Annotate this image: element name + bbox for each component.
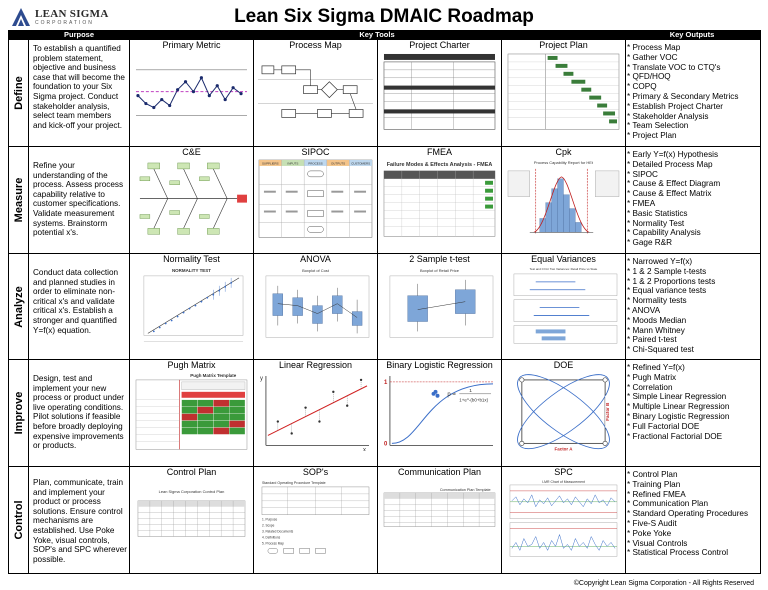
tool-name: FMEA [426,147,452,157]
tool-sops [254,467,378,573]
tool-spc [502,467,626,573]
purpose-improve: Design, test and implement your new process or product under live operating conditions. Pilot solutions if feasible before broadly deploying expensive improvements or products. [30,360,130,466]
control-plan-thumbnail [134,479,249,558]
eqvar-thumb-title: Test and CI for Two Variances: Retail Price vs State [529,266,598,271]
tool-anova [254,254,378,359]
output-item: * Statistical Process Control [627,548,758,558]
output-item: * Pugh Matrix [627,373,758,383]
output-item: * Full Factorial DOE [627,422,758,432]
output-item: * Poke Yoke [627,529,758,539]
normality-plot-thumbnail [134,266,249,345]
tool-name: Binary Logistic Regression [386,360,493,370]
cplan-thumb-title: Lean Sigma Corporation Control Plan [158,488,225,494]
tool-name: SIPOC [301,147,330,157]
output-item: * Refined Y=f(x) [627,363,758,373]
output-item: * Cause & Effect Diagram [627,179,758,189]
header-purpose: Purpose [63,30,94,39]
tool-primary-metric [130,40,254,146]
tool-doe [502,360,626,466]
tool-project-plan [502,40,626,146]
output-item: * Multiple Linear Regression [627,402,758,412]
output-item: * Team Selection [627,121,758,131]
cpk-thumb-title: Process Capability Report for HEt [533,159,594,165]
tool-name: C&E [182,147,201,157]
tool-name: Linear Regression [278,360,353,370]
output-item: * Binary Logistic Regression [627,412,758,422]
output-item: * Communication Plan [627,499,758,509]
sipoc-col-suppliers: SUPPLIERS [261,161,279,166]
tool-binary-logistic-regression [378,360,502,466]
outputs-control [624,467,760,573]
sipoc-thumbnail [258,159,373,238]
spc-thumb-title: I-MR Chart of Measurement [542,479,585,484]
output-item: * Establish Project Charter [627,102,758,112]
tool-name: Equal Variances [531,254,596,264]
capability-histogram-thumbnail [506,159,621,238]
tool-name: 2 Sample t-test [409,254,470,264]
tool-project-charter [378,40,502,146]
output-item: * Process Map [627,43,758,53]
output-item: * Early Y=f(x) Hypothesis [627,150,758,160]
logistic-curve-thumbnail [382,372,497,451]
output-item: * Visual Controls [627,539,758,549]
phase-row-improve [8,360,761,467]
phase-label-measure: Measure [9,147,29,253]
phase-row-analyze [8,254,761,360]
project-charter-thumbnail [382,52,497,131]
tool-normality-test [130,254,254,359]
equal-variances-thumbnail [506,266,621,345]
output-item: * Normality tests [627,296,758,306]
t-test-boxplot-thumbnail [382,266,497,345]
sop-thumb-title: Standard Operating Procedure Template [261,480,326,485]
output-item: * Moods Median [627,316,758,326]
tool-linear-regression [254,360,378,466]
output-item: * ANOVA [627,306,758,316]
purpose-control: Plan, communicate, train and implement your product or process solutions. Ensure control mechanisms are established. Use Poke Yoke, visual controls, SOP's and SPC wherever possible. [30,467,130,573]
outputs-analyze [624,254,760,359]
tool-name: SOP's [302,467,329,477]
outputs-define [624,40,760,146]
outputs-measure [624,147,760,253]
phase-row-define [8,40,761,147]
output-item: * Normality Test [627,219,758,229]
svg-text:0: 0 [383,441,388,448]
svg-text:p =: p = [447,391,456,398]
svg-text:y: y [259,375,263,382]
anova-thumb-title: Boxplot of Cost [302,267,329,273]
sipoc-col-outputs: OUTPUTS [330,161,346,166]
purpose-measure: Refine your understanding of the process. Assess process capability relative to customer specifications. Validate measurement systems. Brainstorm potential x's. [30,147,130,253]
svg-text:1: 1 [383,379,388,386]
tool-name: Process Map [289,40,342,50]
phase-label-improve: Improve [9,360,29,466]
output-item: * 1 & 2 Proportions tests [627,277,758,287]
column-header-bar [8,30,761,40]
output-item: * Refined FMEA [627,490,758,500]
sop-item-scope: 2. Scope [261,523,275,528]
output-item: * Five-S Audit [627,519,758,529]
output-item: * Mann Whitney [627,326,758,336]
tool-name: Control Plan [166,467,217,477]
output-item: * Stakeholder Analysis [627,112,758,122]
tool-equal-variances [502,254,626,359]
sipoc-col-process: PROCESS [308,161,323,166]
tool-process-map [254,40,378,146]
output-item: * Detailed Process Map [627,160,758,170]
output-item: * Control Plan [627,470,758,480]
pugh-thumb-title: Pugh Matrix Template [190,372,237,378]
svg-text:x: x [363,447,367,452]
output-item: * Capability Analysis [627,228,758,238]
communication-plan-thumbnail [382,479,497,558]
header-key-outputs: Key Outputs [669,30,715,39]
output-item: * Standard Operating Procedures [627,509,758,519]
fmea-thumbnail [382,159,497,238]
sop-thumbnail [258,479,373,558]
output-item: * Chi-Squared test [627,345,758,355]
svg-text:1: 1 [469,388,472,394]
comm-thumb-title: Communication Plan Template [439,487,491,492]
sop-item-purpose: 1. Purpose [261,517,278,522]
output-item: * Gage R&R [627,238,758,248]
spc-chart-thumbnail [506,479,621,558]
tool-name: Pugh Matrix [167,360,216,370]
tool-name: DOE [553,360,574,370]
output-item: * Equal variance tests [627,286,758,296]
output-item: * Gather VOC [627,53,758,63]
output-item: * Narrowed Y=f(x) [627,257,758,267]
phase-row-measure [8,147,761,254]
tool-name: Communication Plan [397,467,482,477]
output-item: * Simple Linear Regression [627,392,758,402]
tool-c-and-e [130,147,254,253]
project-plan-thumbnail [506,52,621,131]
phase-row-control [8,467,761,574]
output-item: * Project Plan [627,131,758,141]
doe-factor-a: Factor A [554,446,573,452]
output-item: * COPQ [627,82,758,92]
normality-thumb-title: NORMALITY TEST [171,267,211,273]
doe-design-thumbnail [506,372,621,451]
output-item: * FMEA [627,199,758,209]
process-map-thumbnail [258,52,373,131]
doe-factor-b: Factor B [605,402,611,421]
tool-control-plan [130,467,254,573]
page-title: Lean Six Sigma DMAIC Roadmap [234,6,534,27]
tool-name: ANOVA [300,254,331,264]
purpose-analyze: Conduct data collection and planned studies in order to eliminate non-critical x's and validate critical x's. Establish a stronger and quantified Y=f(x) equation. [30,254,130,359]
output-item: * Correlation [627,383,758,393]
output-item: * Cause & Effect Matrix [627,189,758,199]
tool-cpk [502,147,626,253]
tool-fmea [378,147,502,253]
output-item: * Fractional Factorial DOE [627,432,758,442]
anova-boxplot-thumbnail [258,266,373,345]
sipoc-col-customers: CUSTOMERS [351,161,371,166]
fmea-thumb-title: Failure Modes & Effects Analysis - FMEA [386,161,493,168]
copyright-notice: ©Copyright Lean Sigma Corporation - All Rights Reserved [573,580,754,587]
sop-item-related-docs: 3. Related Documents [261,529,294,534]
tool-name: Primary Metric [162,40,221,50]
tool-name: SPC [554,467,573,477]
output-item: * Basic Statistics [627,209,758,219]
phase-label-analyze: Analyze [9,254,29,359]
sop-item-process-map: 5. Process Map [261,541,284,546]
tool-2-sample-t-test [378,254,502,359]
output-item: * SIPOC [627,170,758,180]
header-key-tools: Key Tools [359,30,395,39]
tool-name: Project Plan [539,40,588,50]
linear-regression-thumbnail [258,372,373,451]
tool-sipoc [254,147,378,253]
output-item: * Translate VOC to CTQ's [627,63,758,73]
output-item: * 1 & 2 Sample t-tests [627,267,758,277]
primary-metric-thumbnail [134,52,249,131]
tool-name: Cpk [555,147,572,157]
phase-label-define: Define [9,40,29,146]
tool-name: Normality Test [163,254,220,264]
output-item: * Primary & Secondary Metrics [627,92,758,102]
output-item: * Training Plan [627,480,758,490]
tool-communication-plan [378,467,502,573]
phase-label-control: Control [9,467,29,573]
fishbone-diagram-thumbnail [134,159,249,238]
ttest-thumb-title: Boxplot of Retail Price [420,267,459,273]
output-item: * Paired t-test [627,335,758,345]
outputs-improve [624,360,760,466]
tool-pugh-matrix [130,360,254,466]
tool-name: Project Charter [409,40,470,50]
brand-name: LEAN SIGMA [35,7,109,20]
sop-item-definitions: 4. Definitions [261,535,281,540]
output-item: * QFD/HOQ [627,72,758,82]
svg-text:1+e^-(b0+b1x): 1+e^-(b0+b1x) [459,397,489,403]
sipoc-col-inputs: INPUTS [287,161,299,166]
brand-subtitle: CORPORATION [35,19,94,26]
pugh-matrix-thumbnail [134,372,249,451]
purpose-define: To establish a quantified problem statement, objective and business case that will become the foundation to your Six Sigma project. Conduct stakeholder analysis, select team members and kick-off your project. [30,40,130,146]
